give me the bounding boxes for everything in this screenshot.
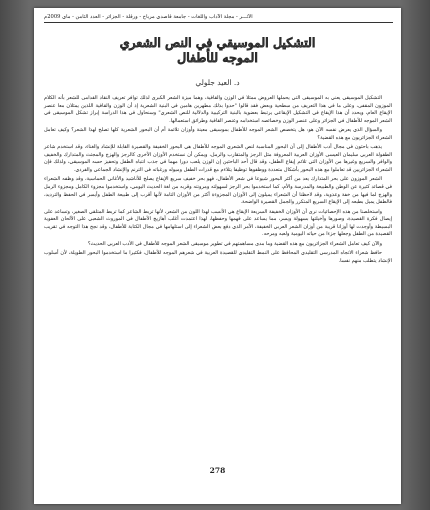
paragraph: الشعر الموزون على بحر المتدارك يعد من أكثر البحور شيوعا في شعر الأطفال، فهو بحر خفيف سريع الإيقاع يصلح للأناشيد والأغاني الحماسية، وقد وظفه الشعراء في قصائد كثيرة عن الوطن والطبيعة والمدرسة والأم، كما استخدموا بحر الرجز لسهولته ومرونته وقربه من لغة الحديث اليومي، واستخدموا مجزوء الكامل ومجزوء الرمل والهزج لما فيها من خفة وعذوبة، وقد لاحظنا أن الشعراء يميلون إلى الأوزان المجزوءة أكثر من الأوزان التامة لأنها أقرب إلى طبيعة الطفل وأيسر في الحفظ والترديد، فالطفل يميل بطبعه إلى الإيقاع السريع المتكرر والجمل القصيرة الواضحة. (44, 176, 392, 206)
running-head: الآثـــر - مجلة الآداب واللغات - جامعة قاصدي مرباح - ورقلة - الجزائر - العدد الثامن - ماي 2009م (44, 14, 253, 20)
article-body (44, 95, 392, 267)
page-number: 278 (209, 466, 226, 475)
document-page (34, 8, 401, 504)
paragraph: والآن كيف تعامل الشعراء الجزائريون مع هذه القضية وما مدى مساهمتهم في تطوير موسيقى الشعر الموجه للأطفال في الأدب العربي الحديث؟ (87, 240, 382, 247)
header-rule (44, 22, 393, 23)
author-name: د. العيد جلولي (195, 78, 240, 87)
title-line-1: التشكيل الموسيقي في النص الشعري (119, 35, 316, 50)
paragraph: حافظ شعراء الاتجاه المدرسي التقليدي المحافظ على النمط التقليدي للقصيدة العربية في شعرهم الموجه للأطفال، فكثيرا ما استخدموا البحور الطويلة، لأن أسلوب الإنشاد يتطلب منهم نفسا. (44, 250, 392, 264)
title-line-2: الموجه للأطفال (177, 50, 258, 65)
paragraph: واستخلصنا من هذه الإحصائيات نرى أن الأوزان الخفيفة السريعة الإيقاع هي الأنسب لهذا اللون من الشعر، لأنها تربط الشاعر كما تربط المتلقي الصغير، وتساعد على إيصال فكرة القصيدة، وصورها وأخيلتها بسهولة ويسر، مما يساعد على فهمها وحفظها، لهذا اعتمدت أغلب أهازيج الأطفال في الموروث الشعبي على الألحان العفوية البسيطة وأوجدت لها أوزانا قريبة من أوزان الشعر العربي الخفيفة، الأمر الذي دفع بعض الشعراء إلى استلهامها في مجال الكتابة للأطفال، وقد نجح هذا التوجه في تقريب القصيدة من الطفل وجعلها جزءا من حياته اليومية ولعبه ومرحه. (44, 208, 392, 238)
article-title (34, 35, 401, 65)
paragraph: والسؤال الذي يعرض نفسه الآن هو: هل يتخصص الشعر الموجه للأطفال بموسيقى معينة وأوزان تلائمة أم أن البحور الشعرية كلها تصلح لهذا الشعر؟ وكيف تعامل الشعراء الجزائريون مع هذه القضية؟ (44, 127, 392, 141)
paragraph: التشكيل الموسيقي يعني به الموسيقى التي يحملها العروض ممثلا في الوزن والقافية، وهما ميزة الشعر الكبرى لذلك توافر تعريف النقاد القدامى للشعر بأنه الكلام الموزون المقفى، وعلى ما في هذا التعريف من سطحية وبعض فقد قالوا "حدوا بذلك مطهرين هامين في البنية الشعرية إذ أن الوزن والقافية اللذين يمثلان معا عنصر الإيقاع العام، ويحدد أن هذا الإيقاع في التشكيل الإيقاعي يرتبط بعضوية بالبنية التركيبية والدلالية للنص الشعري" وسنحاول في هذا الدراسة إبراز تشكل الموسيقى في الشعر الموجه للأطفال في الجزائر وعلى عنصر الوزن وخصائصه استخدامه وعنصر القافية وطرائق استعمالها. (44, 95, 392, 124)
paragraph: يذهب باحثون في مجال أدب الأطفال إلى أن البحور المناسبة لنص الشعري الموجه للأطفال هي البحور الخفيفة والقصيرة القابلة للإنشاد والغناء، وقد استخدم شاعر الطفولة العربي سليمان العيسى الأوزان العربية المعروفة مثل الرجز والمتقارب والرمل، ويمكن أن نستخدم الأوزان الأخرى كالرجز والهزج والمجتث والمتدارك والخفيف والوافر والسريع وغيرها من الأوزان التي تلائم إيقاع الطفل، وقد قال أحد الباحثين إن الوزن يلعب دورا مهما في جذب انتباه الطفل وتحفيز حسه الموسيقي، ولذلك فإن الشعراء الجزائريين قد تعاملوا مع هذه البحور بأشكال متعددة ووظفوها توظيفا يتلاءم مع قدرات الطفل وميوله ورغباته في الترنم والإنشاد الجماعي والفردي. (44, 144, 392, 173)
